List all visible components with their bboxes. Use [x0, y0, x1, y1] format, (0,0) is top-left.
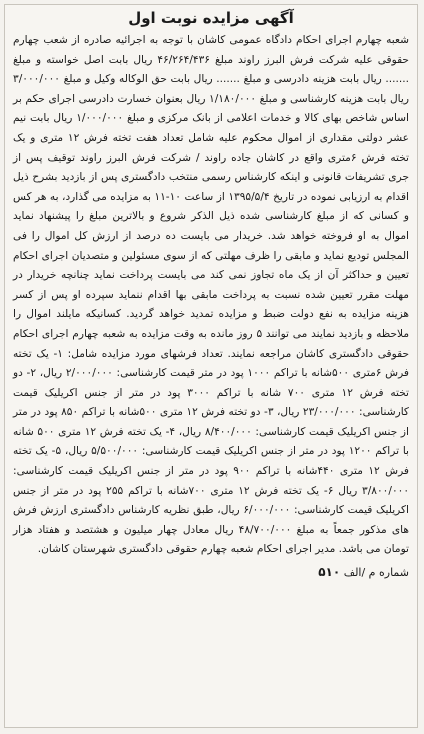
notice-number-label: شماره م /الف [343, 566, 409, 580]
notice-body [13, 31, 409, 560]
notice-paragraph: شعبه چهارم اجرای احکام دادگاه عمومی کاشان با توجه به اجرائیه صادره از شعب چهارم حقوقی علیه شرکت فرش البرز راوند مبلغ ۴۶/۲۶۴/۴۳۶ ریال بابت اصل خواسته و مبلغ ....... ریال بابت هزینه دادرسی و مبلغ ....... ریال بابت حق الوکاله وکیل و مبلغ ۳/۰۰۰/۰۰۰ ریال بابت هزینه کارشناسی و مبلغ ۱/۱۸۰/۰۰۰ ریال بعنوان خسارت دادرسی اجرای حکم بر اساس شاخص بهای کالا و خدمات اعلامی از بانک مرکزی و مبلغ ۱/۰۰۰/۰۰۰ ریال بابت نیم عشر دولتی مقداری از اموال محکوم علیه شامل تعداد هفت تخته فرش ۱۲ متری و یک تخته فرش ۶متری واقع در کاشان جاده راوند / شرکت فرش البرز راوند توقیف پس از جری تشریفات قانونی و اینکه کارشناس رسمی منتخب دادگستری پس از بازدید بشرح ذیل اقدام به ارزیابی نموده در تاریخ ۱۳۹۵/۵/۴ از ساعت ۱۰-۱۱ به مزایده می گذارد، به هر کس و کسانی که از مبلغ کارشناسی شده ذیل الذکر شروع و بالاترین مبلغ را پیشنهاد نماید اموال به او فروخته خواهد شد. خریدار می بایست ده درصد از ارزش کل اموال را فی المجلس تودیع نماید و مابقی را ظرف مهلتی که از سوی مسئولین و متصدیان اجرای احکام تعیین و حداکثر آن از یک ماه تجاوز نمی کند می بایست پرداخت نماید چنانچه خریدار در مهلت مقرر تعیین شده نسبت به پرداخت مابقی بها اقدام ننماید سپرده او پس از کسر هزینه مزایده به نفع دولت ضبط و مزایده تمدید خواهد گردید. کسانیکه مایلند اموال را ملاحظه و بازدید نمایند می توانند ۵ روز مانده به وقت مزایده به شعبه چهارم اجرای احکام حقوقی دادگستری کاشان مراجعه نمایند. تعداد فرشهای مورد مزایده شامل: ۱- یک تخته فرش ۶متری ۵۰۰شانه با تراکم ۱۰۰۰ پود در متر قیمت کارشناسی: ۲/۰۰۰/۰۰۰ ریال، ۲- دو تخته فرش ۱۲ متری ۷۰۰ شانه با تراکم ۳۰۰۰ پود در متر از جنس اکریلیک قیمت کارشناسی: ۲۳/۰۰۰/۰۰۰ ریال، ۳- دو تخته فرش ۱۲ متری ۵۰۰شانه با تراکم ۸۵۰ پود در متر از جنس اکریلیک قیمت کارشناسی: ۸/۴۰۰/۰۰۰ ریال، ۴- یک تخته فرش ۱۲ متری ۵۰۰ شانه با تراکم ۱۲۰۰ پود در متر از جنس اکریلیک قیمت کارشناسی: ۵/۵۰۰/۰۰۰ ریال، ۵- یک تخته فرش ۱۲ متری ۴۴۰شانه با تراکم ۹۰۰ پود در متر از جنس اکریلیک قیمت کارشناسی: ۳/۸۰۰/۰۰۰ ریال ۶- یک تخته فرش ۱۲ متری ۷۰۰شانه با تراکم ۲۵۵ پود در متر از جنس اکریلیک قیمت کارشناسی: ۶/۰۰۰/۰۰۰ ریال، طبق نظریه کارشناس دادگستری ارزش فرش های مذکور جمعاً به مبلغ ۴۸/۷۰۰/۰۰۰ ریال معادل چهار میلیون و هشتصد و هفتاد هزار تومان می باشد. مدیر اجرای احکام شعبه چهارم حقوقی دادگستری شهرستان کاشان. [13, 34, 410, 556]
notice-number: ۵۱۰ [318, 565, 341, 580]
notice-footer [13, 562, 409, 583]
notice-title: آگهی مزایده نوبت اول [128, 9, 294, 27]
auction-notice [4, 4, 418, 728]
